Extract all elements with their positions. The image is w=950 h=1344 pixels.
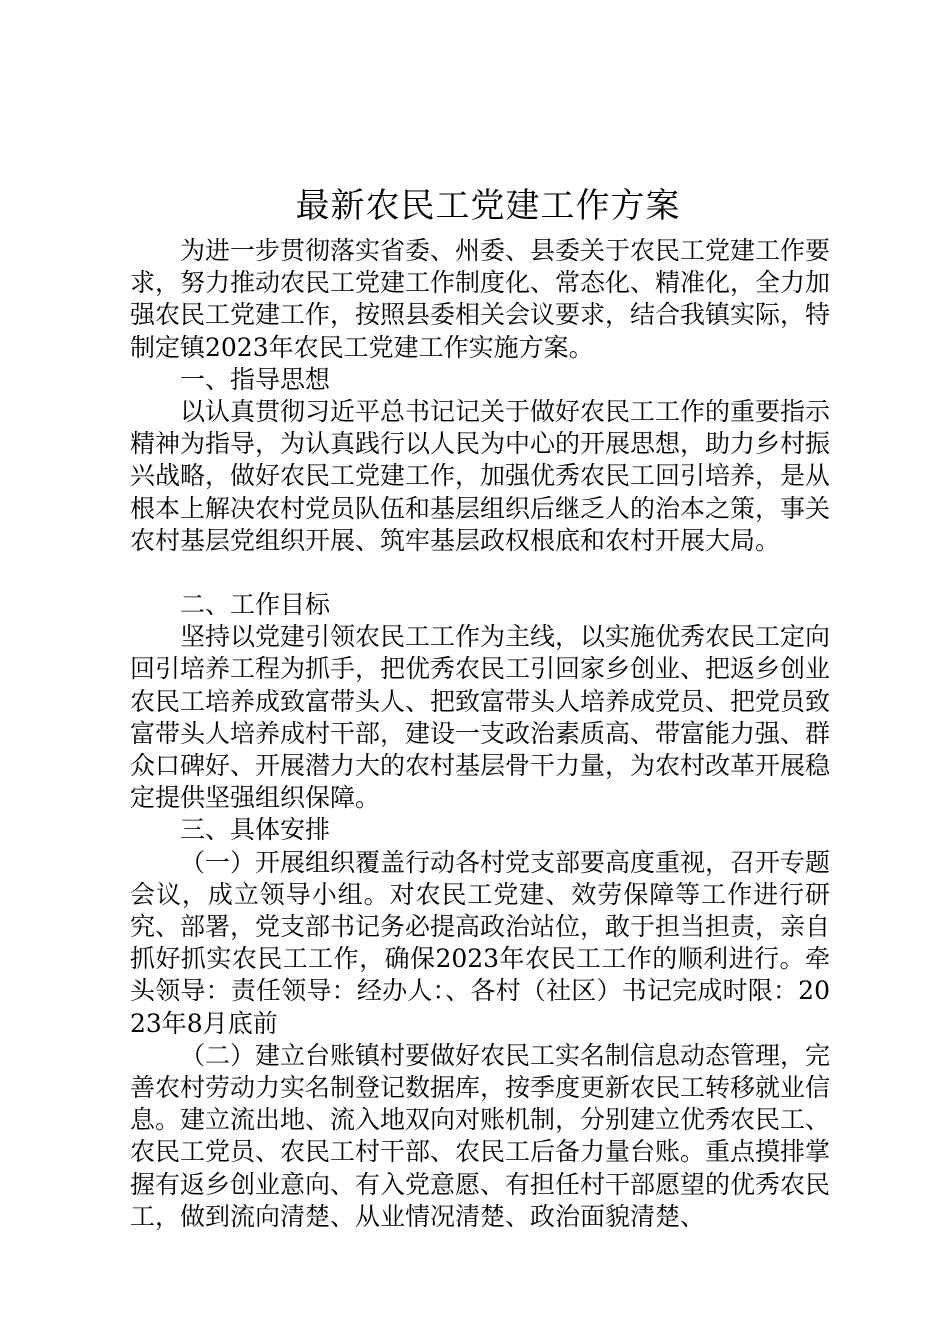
work-goal-paragraph: 坚持以党建引领农民工工作为主线，以实施优秀农民工定向回引培养工程为抓手，把优秀农民工引回家乡创业、把返乡创业农民工培养成致富带头人、把致富带头人培养成党员、把党员致富带头人培养成村干部，建设一支政治素质高、带富能力强、群众口碑好、开展潜力大的农村基层骨干力量，为农村改革开展稳定提供坚强组织保障。 <box>130 622 831 813</box>
arrangement-item-1-paragraph: （一）开展组织覆盖行动各村党支部要高度重视，召开专题会议，成立领导小组。对农民工党建、效劳保障等工作进行研究、部署，党支部书记务必提高政治站位，敢于担当担责，亲自抓好抓实农民工工作，确保2023年农民工工作的顺利进行。牵头领导：责任领导：经办人：、各村（社区）书记完成时限：2023年8月底前 <box>130 847 831 1038</box>
section-heading-work-goal: 二、工作目标 <box>180 590 331 620</box>
intro-paragraph: 为进一步贯彻落实省委、州委、县委关于农民工党建工作要求，努力推动农民工党建工作制度化、常态化、精准化，全力加强农民工党建工作，按照县委相关会议要求，结合我镇实际，特制定镇2023年农民工党建工作实施方案。 <box>130 236 831 362</box>
arrangement-item-2-paragraph: （二）建立台账镇村要做好农民工实名制信息动态管理，完善农村劳动力实名制登记数据库，按季度更新农民工转移就业信息。建立流出地、流入地双向对账机制，分别建立优秀农民工、农民工党员、农民工村干部、农民工后备力量台账。重点摸排掌握有返乡创业意向、有入党意愿、有担任村干部愿望的优秀农民工，做到流向清楚、从业情况清楚、政治面貌清楚、 <box>130 1040 831 1231</box>
document-title: 最新农民工党建工作方案 <box>295 186 681 226</box>
section-heading-arrangements: 三、具体安排 <box>180 815 331 845</box>
guiding-thought-paragraph: 以认真贯彻习近平总书记记关于做好农民工工作的重要指示精神为指导，为认真践行以人民为中心的开展思想，助力乡村振兴战略，做好农民工党建工作，加强优秀农民工回引培养，是从根本上解决农村党员队伍和基层组织后继乏人的治本之策，事关农村基层党组织开展、筑牢基层政权根底和农村开展大局。 <box>130 397 831 555</box>
section-heading-guiding-thought: 一、指导思想 <box>180 364 331 394</box>
document-page <box>130 183 830 1233</box>
